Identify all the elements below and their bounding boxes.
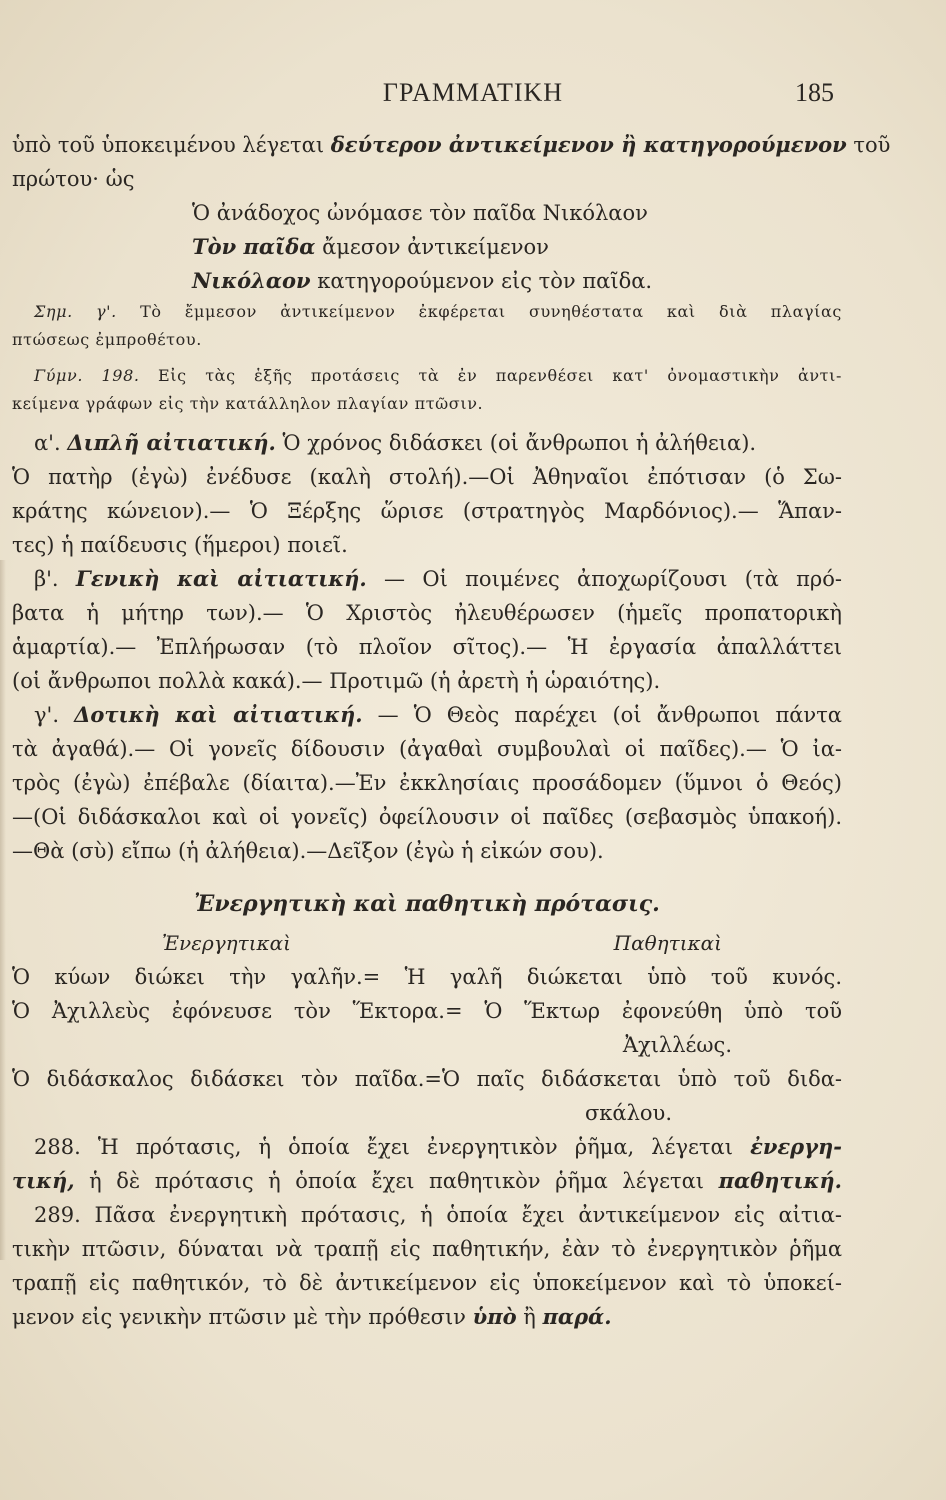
example-line	[12, 230, 842, 264]
section-heading: Ἐνεργητικὴ καὶ παθητικὴ πρότασις.	[194, 891, 660, 917]
text-line	[12, 128, 891, 162]
note-line	[12, 298, 842, 326]
emphasis-text: Τὸν παῖδα	[192, 234, 316, 259]
text-span: ἡ δὲ πρότασις ἡ ὁποία ἔχει παθητικὸν ῥῆμα λέγεται	[89, 1169, 705, 1193]
paragraph-288-line	[12, 1130, 842, 1164]
emphasis-text: δεύτερον ἀντικείμενον ἢ κατηγορούμενον	[330, 132, 847, 157]
text-span: Τὸ ἔμμεσον ἀντικείμενον ἐκφέρεται συνηθέστατα καὶ διὰ πλαγίας	[140, 302, 842, 321]
voice-row: Ὁ κύων διώκει τὴν γαλῆν.= Ἡ γαλῆ διώκεται ὑπὸ τοῦ κυνός.	[12, 965, 842, 989]
section-a-line: κράτης κώνειον).— Ὁ Ξέρξης ὥρισε (στρατηγὸς Μαρδόνιος).— Ἅπαν-	[12, 499, 842, 523]
paragraph-number: 289.	[34, 1203, 81, 1227]
exercise-label: Γύμν. 198.	[34, 366, 140, 385]
emphasis-text: παρά.	[542, 1304, 612, 1329]
section-c-line: —Θὰ (σὺ) εἴπω (ἡ ἀλήθεια).—Δεῖξον (ἐγὼ ἡ εἰκών σου).	[12, 839, 604, 863]
voice-row: Ὁ Ἀχιλλεὺς ἐφόνευσε τὸν Ἕκτορα.= Ὁ Ἕκτωρ ἐφονεύθη ὑπὸ τοῦ	[12, 999, 842, 1023]
text-span: — Ὁ Θεὸς παρέχει (οἱ ἄνθρωποι πάντα	[377, 703, 842, 727]
section-label: α'.	[34, 431, 61, 455]
section-b-line: ἁμαρτία).— Ἐπλήρωσαν (τὸ πλοῖον σῖτος).— Ἡ ἐργασία ἀπαλλάττει	[12, 635, 842, 659]
column-header-active: Ἐνεργητικαὶ	[162, 931, 292, 955]
voice-row-continuation: σκάλου.	[584, 1101, 672, 1125]
text-span: Ἡ πρότασις, ἡ ὁποία ἔχει ἐνεργητικὸν ῥῆμα, λέγεται	[97, 1135, 733, 1159]
note-line: πτώσεως ἐμπροθέτου.	[12, 330, 202, 349]
paragraph-289-line	[12, 1300, 842, 1334]
section-title: Γενικὴ καὶ αἰτιατική.	[75, 566, 367, 591]
section-a-line	[12, 426, 842, 460]
column-headers	[12, 926, 842, 960]
note-label: Σημ. γ'.	[34, 302, 117, 321]
section-c-line	[12, 698, 842, 732]
text-line: πρώτου· ὡς	[12, 167, 135, 191]
text-span: τοῦ	[853, 133, 891, 157]
page-body	[12, 128, 891, 1334]
emphasis-text: Νικόλαον	[192, 268, 311, 293]
text-span: Πᾶσα ἐνεργητικὴ πρότασις, ἡ ὁποία ἔχει ἀντικείμενον εἰς αἰτια-	[94, 1203, 842, 1227]
text-span: ὑπὸ τοῦ ὑποκειμένου λέγεται	[12, 133, 325, 157]
section-a-line: τες) ἡ παίδευσις (ἥμεροι) ποιεῖ.	[12, 533, 348, 557]
text-span: μενον εἰς γενικὴν πτῶσιν μὲ τὴν πρόθεσιν	[12, 1305, 466, 1329]
section-c-line: τὰ ἀγαθά).— Οἱ γονεῖς δίδουσιν (ἀγαθαὶ συμβουλαὶ οἱ παῖδες).— Ὁ ἰα-	[12, 737, 842, 761]
emphasis-text: ὑπὸ	[472, 1304, 517, 1329]
text-span: — Οἱ ποιμένες ἀποχωρίζουσι (τὰ πρό-	[384, 567, 842, 591]
section-a-line: Ὁ πατὴρ (ἐγὼ) ἐνέδυσε (καλὴ στολή).—Οἱ Ἀθηναῖοι ἐπότισαν (ὁ Σω-	[12, 465, 842, 489]
exercise-line: κείμενα γράφων εἰς τὴν κατάλληλον πλαγίαν πτῶσιν.	[12, 394, 484, 413]
section-title: Διπλῆ αἰτιατική.	[67, 430, 276, 455]
page-edge-shadow	[0, 560, 6, 1260]
text-span: ἄμεσον ἀντικείμενον	[322, 235, 549, 259]
section-b-line: βατα ἡ μήτηρ των).— Ὁ Χριστὸς ἠλευθέρωσεν (ἡμεῖς προπατορικὴ	[12, 601, 842, 625]
page-header	[0, 78, 946, 112]
page-number: 185	[795, 78, 834, 107]
emphasis-text: παθητική.	[718, 1168, 842, 1193]
paragraph-289-line	[12, 1198, 842, 1232]
exercise-line	[12, 362, 842, 390]
section-c-line: τρὸς (ἐγὼ) ἐπέβαλε (δίαιτα).—Ἐν ἐκκλησίαις προσάδομεν (ὕμνοι ὁ Θεός)	[12, 771, 842, 795]
paragraph-number: 288.	[34, 1135, 81, 1159]
section-label: β'.	[34, 567, 59, 591]
text-span: Ὁ χρόνος διδάσκει (οἱ ἄνθρωποι ἡ ἀλήθεια).	[282, 431, 757, 455]
example-line: Ὁ ἀνάδοχος ὠνόμασε τὸν παῖδα Νικόλαον	[192, 201, 648, 225]
column-header-passive: Παθητικαὶ	[613, 931, 722, 955]
voice-row: Ὁ διδάσκαλος διδάσκει τὸν παῖδα.=Ὁ παῖς διδάσκεται ὑπὸ τοῦ διδα-	[12, 1067, 842, 1091]
section-c-line: —(Οἱ διδάσκαλοι καὶ οἱ γονεῖς) ὀφείλουσιν οἱ παῖδες (σεβασμὸς ὑπακοή).	[12, 805, 842, 829]
section-b-line	[12, 562, 842, 596]
paragraph-289-line: τραπῇ εἰς παθητικόν, τὸ δὲ ἀντικείμενον εἰς ὑποκείμενον καὶ τὸ ὑποκεί-	[12, 1271, 842, 1295]
voice-row-continuation: Ἀχιλλέως.	[622, 1033, 732, 1057]
text-span: κατηγορούμενον εἰς τὸν παῖδα.	[317, 269, 653, 293]
paragraph-289-line: τικὴν πτῶσιν, δύναται νὰ τραπῇ εἰς παθητικήν, ἐὰν τὸ ἐνεργητικὸν ῥῆμα	[12, 1237, 842, 1261]
emphasis-text: ἐνεργη-	[750, 1134, 842, 1159]
text-span: ἢ	[523, 1305, 536, 1329]
section-b-line: (οἱ ἄνθρωποι πολλὰ κακά).— Προτιμῶ (ἡ ἀρετὴ ἡ ὡραιότης).	[12, 669, 661, 693]
section-title: Δοτικὴ καὶ αἰτιατική.	[74, 702, 363, 727]
emphasis-text: τική,	[12, 1168, 75, 1193]
paragraph-288-line	[12, 1164, 842, 1198]
running-title: ΓΡΑΜΜΑΤΙΚΗ	[382, 78, 564, 107]
example-line	[12, 264, 842, 298]
text-span: Εἰς τὰς ἑξῆς προτάσεις τὰ ἐν παρενθέσει κατ' ὀνομαστικὴν ἀντι-	[158, 366, 843, 385]
section-label: γ'.	[34, 703, 59, 727]
